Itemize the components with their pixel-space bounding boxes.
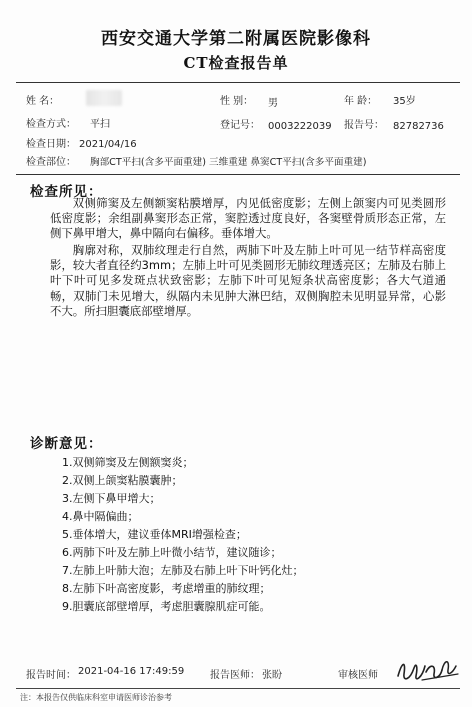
diagnosis-item: 4.鼻中隔偏曲； xyxy=(62,510,139,523)
report-time-value: 2021-04-16 17:49:59 xyxy=(78,666,185,677)
age-value: 35岁 xyxy=(393,96,416,107)
diagnosis-item: 9.胆囊底部壁增厚，考虑胆囊腺肌症可能。 xyxy=(62,600,271,613)
signature xyxy=(392,652,464,686)
header-divider xyxy=(16,82,460,83)
reviewer-label: 审核医师 xyxy=(338,670,378,681)
diagnosis-item: 5.垂体增大，建议垂体MRI增强检查； xyxy=(62,528,247,541)
site-value: 胸部CT平扫(含多平面重建) 三维重建 鼻窦CT平扫(含多平面重建) xyxy=(90,157,367,168)
method-value: 平扫 xyxy=(90,119,110,130)
findings-paragraph-1: 双侧筛窦及左侧额窦粘膜增厚，内见低密度影；左侧上颌窦内可见类圆形低密度影；余组副鼻窦形态正常，窦腔透过度良好，各窦壁骨质形态正常，左侧下鼻甲增大，鼻中隔向右偏移。垂体增大。 xyxy=(50,196,446,241)
register-value: 0003222039 xyxy=(268,121,332,132)
disclaimer-note: 注：本报告仅供临床科室申请医师诊治参考 xyxy=(20,693,172,702)
doctor-value: 张盼 xyxy=(262,670,282,681)
doctor-label: 报告医师： xyxy=(210,670,260,681)
gender-value: 男 xyxy=(268,98,278,109)
site-label: 检查部位： xyxy=(26,157,76,168)
info-divider xyxy=(16,174,460,175)
hospital-title: 西安交通大学第二附属医院影像科 xyxy=(101,29,371,49)
age-label: 年 龄： xyxy=(344,96,378,107)
findings-heading: 检查所见： xyxy=(30,184,103,200)
diagnosis-item: 7.左肺上叶肺大泡；左肺及右肺上叶下叶钙化灶； xyxy=(62,564,304,577)
date-value: 2021/04/16 xyxy=(79,139,137,150)
diagnosis-item: 2.双侧上颌窦粘膜囊肿； xyxy=(62,474,183,487)
diagnosis-item: 3.左侧下鼻甲增大； xyxy=(62,492,161,505)
diagnosis-list xyxy=(62,454,422,616)
findings-paragraph-2: 胸廓对称，双肺纹理走行自然，两肺下叶及左肺上叶可见一结节样高密度影，较大者直径约3mm；左肺上叶可见类圆形无肺纹理透亮区；左肺及右肺上叶下叶可见多发斑点状致密影；左肺下叶可见短条状高密度影；各大气道通畅，双肺门未见增大，纵隔内未见肿大淋巴结，双侧胸腔未见明显异常，心影不大。所扫胆囊底部壁增厚。 xyxy=(50,243,446,318)
report-no-value: 82782736 xyxy=(393,121,444,132)
diagnosis-item: 8.左肺下叶高密度影，考虑增重的肺纹理； xyxy=(62,582,271,595)
name-label: 姓 名： xyxy=(26,96,60,107)
gender-label: 性 别： xyxy=(220,96,254,107)
report-no-label: 报告号： xyxy=(344,120,384,131)
report-time-label: 报告时间： xyxy=(26,670,76,681)
diagnosis-heading: 诊断意见： xyxy=(30,436,103,452)
diagnosis-item: 1.双侧筛窦及左侧额窦炎； xyxy=(62,456,194,469)
diagnosis-item: 6.两肺下叶及左肺上叶微小结节，建议随诊； xyxy=(62,546,282,559)
date-label: 检查日期： xyxy=(26,139,76,150)
method-label: 检查方式： xyxy=(26,119,76,130)
redacted-name xyxy=(86,90,122,106)
footer-divider xyxy=(16,688,460,689)
register-label: 登记号： xyxy=(220,120,260,131)
findings-body xyxy=(50,196,446,321)
report-title: CT检查报告单 xyxy=(183,54,289,72)
